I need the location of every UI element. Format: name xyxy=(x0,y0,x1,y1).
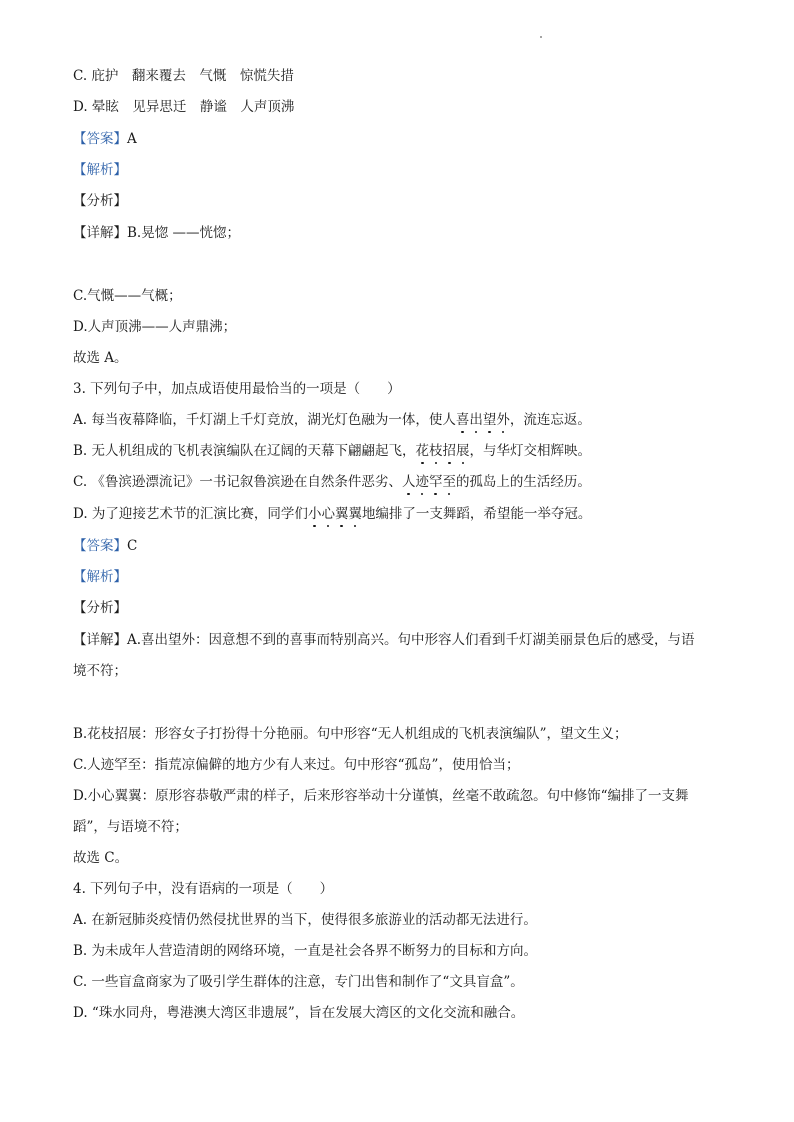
option-text: ，流连忘返。 xyxy=(509,412,591,428)
emphasis-char: 人 xyxy=(401,474,416,490)
emphasis-char: 出 xyxy=(469,412,483,428)
q3-stem: 3. 下列句子中，加点成语使用最恰当的一项是（ ） xyxy=(73,381,401,397)
emphasis-char: 至 xyxy=(442,474,456,490)
dotted-idiom xyxy=(308,506,362,522)
q3-detail-line: D.小心翼翼：原形容恭敬严肃的样子，后来形容举动十分谨慎，丝毫不敢疏忽。句中修饰“编排了一支舞 xyxy=(73,788,689,804)
q3-option-c xyxy=(73,473,591,491)
option-text: B. 无人机组成的飞机表演编队在辽阔的天幕下翩翩起飞， xyxy=(73,443,416,459)
q2-detail-line: 【详解】B.晃惚 ——恍惚； xyxy=(73,225,241,241)
q2-option-c: C. 庇护 翻来覆去 气慨 惊慌失措 xyxy=(73,68,294,84)
option-text: D. 为了迎接艺术节的汇演比赛，同学们 xyxy=(73,506,308,522)
q2-option-d: D. 晕眩 见异思迁 静谧 人声顶沸 xyxy=(73,99,295,115)
q3-option-a xyxy=(73,411,591,429)
emphasis-char: 迹 xyxy=(415,474,429,490)
q3-detail-line: 【详解】A.喜出望外：因意想不到的喜事而特别高兴。句中形容人们看到千灯湖美丽景色后的感受，与语 xyxy=(73,632,695,648)
q3-answer xyxy=(73,537,137,555)
q4-option-c: C. 一些盲盒商家为了吸引学生群体的注意，专门出售和制作了“文具盲盒”。 xyxy=(73,974,524,990)
emphasis-char: 花 xyxy=(415,443,430,459)
q3-option-b xyxy=(73,442,591,460)
dotted-idiom xyxy=(402,474,456,490)
corner-mark xyxy=(540,36,542,38)
emphasis-char: 招 xyxy=(442,443,457,459)
emphasis-char: 望 xyxy=(482,412,497,428)
q3-detail-line: 故选 C。 xyxy=(73,850,129,866)
q4-option-b: B. 为未成年人营造清朗的网络环境，一直是社会各界不断努力的目标和方向。 xyxy=(73,943,538,959)
q2-detail-line: 故选 A。 xyxy=(73,350,128,366)
answer-tag: 【答案】 xyxy=(73,131,127,147)
option-text: 地编排了一支舞蹈，希望能一举夺冠。 xyxy=(361,506,592,522)
option-text: A. 每当夜幕降临，千灯湖上千灯竞放，湖光灯色融为一体，使人 xyxy=(73,412,456,428)
q3-option-d xyxy=(73,505,591,523)
q3-analysis-tag: 【解析】 xyxy=(73,569,127,585)
q2-detail-line: C.气慨——气概； xyxy=(73,288,182,304)
emphasis-char: 翼 xyxy=(348,506,362,522)
q2-analysis-tag: 【解析】 xyxy=(73,162,127,178)
q2-fenxi: 【分析】 xyxy=(73,193,127,209)
answer-tag: 【答案】 xyxy=(73,538,127,554)
option-text: ，与华灯交相辉映。 xyxy=(469,443,592,459)
emphasis-char: 喜 xyxy=(455,412,470,428)
dotted-idiom xyxy=(456,412,510,428)
q3-detail-line: 蹈”，与语境不符； xyxy=(73,819,188,835)
q3-detail-line: 境不符； xyxy=(73,663,127,679)
dotted-idiom xyxy=(416,443,470,459)
option-text: 的孤岛上的生活经历。 xyxy=(455,474,591,490)
q2-answer xyxy=(73,130,137,148)
q4-stem: 4. 下列句子中，没有语病的一项是（ ） xyxy=(73,881,334,897)
q2-detail-line: D.人声顶沸——人声鼎沸； xyxy=(73,319,237,335)
emphasis-char: 翼 xyxy=(334,506,349,522)
option-text: C. 《鲁滨逊漂流记》一书记叙鲁滨逊在自然条件恶劣、 xyxy=(73,474,402,490)
q3-detail-line: B.花枝招展：形容女子打扮得十分艳丽。句中形容“无人机组成的飞机表演编队”，望文生义； xyxy=(73,726,628,742)
emphasis-char: 枝 xyxy=(429,443,443,459)
answer-value: A xyxy=(127,131,137,147)
emphasis-char: 外 xyxy=(496,412,510,428)
emphasis-char: 心 xyxy=(321,506,335,522)
emphasis-char: 小 xyxy=(307,506,322,522)
emphasis-char: 罕 xyxy=(428,474,443,490)
q4-option-a: A. 在新冠肺炎疫情仍然侵扰世界的当下，使得很多旅游业的活动都无法进行。 xyxy=(73,912,537,928)
q3-fenxi: 【分析】 xyxy=(73,600,127,616)
q3-detail-line: C.人迹罕至：指荒凉偏僻的地方少有人来过。句中形容“孤岛”，使用恰当； xyxy=(73,757,520,773)
answer-value: C xyxy=(127,538,138,554)
emphasis-char: 展 xyxy=(456,443,470,459)
q4-option-d: D. “珠水同舟，粤港澳大湾区非遗展”，旨在发展大湾区的文化交流和融合。 xyxy=(73,1005,525,1021)
